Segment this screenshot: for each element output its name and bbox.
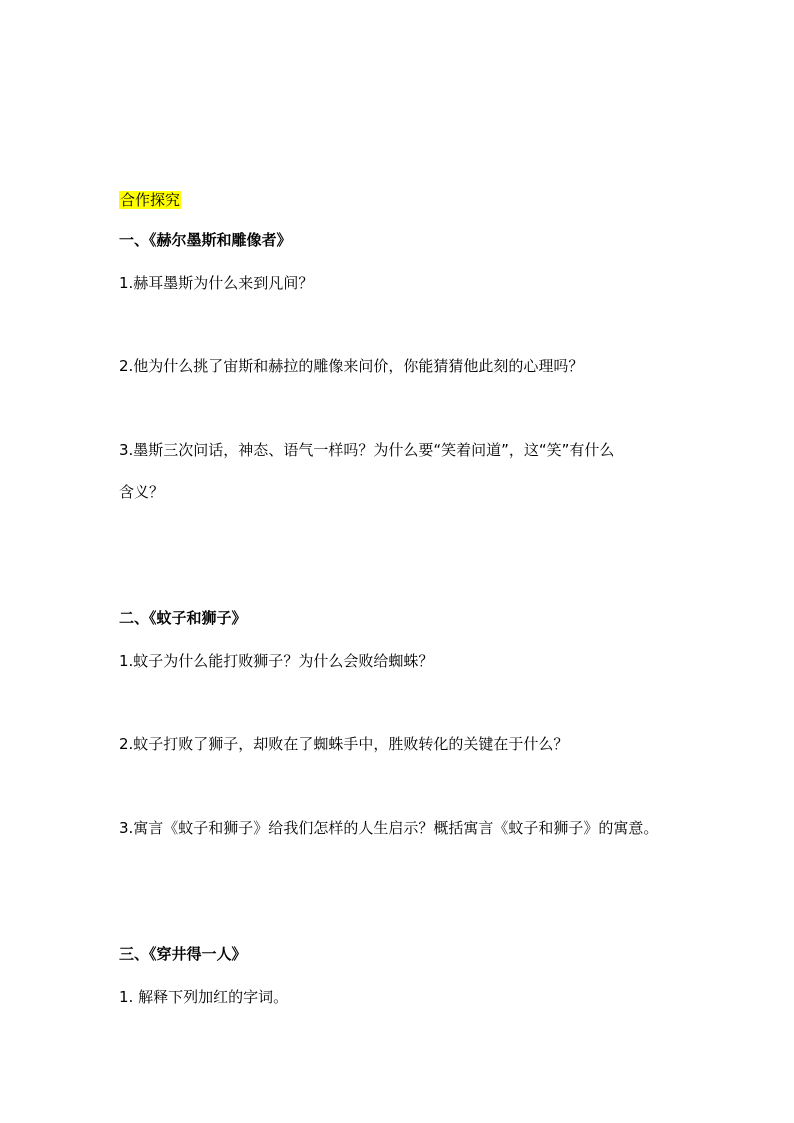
section-1-question-1: 1.赫耳墨斯为什么来到凡间？ [119, 274, 314, 292]
section-title [119, 189, 181, 211]
section-1-heading: 一、《赫尔墨斯和雕像者》 [119, 231, 292, 249]
highlighted-title: 合作探究 [120, 191, 181, 209]
section-3-heading: 三、《穿井得一人》 [119, 945, 247, 963]
section-2-heading: 二、《蚊子和狮子》 [119, 609, 247, 627]
section-1-question-3-continued: 含义？ [119, 483, 165, 501]
section-3-question-1: 1. 解释下列加红的字词。 [119, 988, 289, 1006]
section-2-question-1: 1.蚊子为什么能打败狮子？为什么会败给蜘蛛？ [119, 652, 434, 670]
section-1-question-2: 2.他为什么挑了宙斯和赫拉的雕像来问价，你能猜猜他此刻的心理吗？ [119, 357, 584, 375]
section-1-question-3: 3.墨斯三次问话，神态、语气一样吗？为什么要“笑着问道”，这“笑”有什么 [119, 441, 615, 459]
section-2-question-3: 3.寓言《蚊子和狮子》给我们怎样的人生启示？概括寓言《蚊子和狮子》的寓意。 [119, 819, 659, 837]
section-2-question-2: 2.蚊子打败了狮子，却败在了蜘蛛手中，胜败转化的关键在于什么？ [119, 735, 569, 753]
